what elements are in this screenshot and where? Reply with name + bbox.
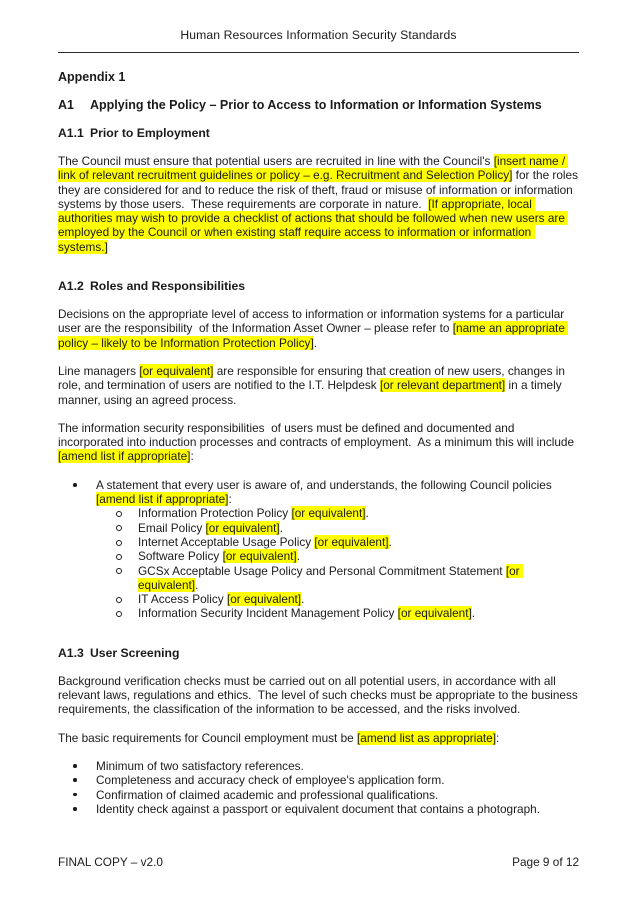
sub-bullet-item [58,564,579,593]
sub-bullet-item [58,535,579,549]
section-heading [58,70,579,85]
heading-title: Prior to Employment [90,126,210,140]
highlighted-placeholder: [amend list if appropriate] [96,492,229,507]
heading-number: A1 [58,98,74,112]
heading-title: User Screening [90,645,180,660]
section-heading [58,126,579,141]
heading-title: Roles and Responsibilities [90,279,246,294]
bullet-list [58,759,579,816]
text-run: . [365,506,369,521]
bullet-icon [73,793,77,797]
bullet-icon [73,764,77,768]
text-run: . [296,549,300,564]
list-item-text [138,592,304,606]
list-item-text [138,549,300,563]
text-run: Line managers [58,363,140,378]
text-run: . [471,606,476,621]
text-run: Decisions on the appropriate level of access to information or information systems for a particular user are the responsibility of the Information Asset Owner – please refer to [58,307,568,336]
page-header [58,28,579,53]
circle-icon [116,540,122,546]
bullet-item [58,759,579,773]
circle-icon [116,568,122,574]
highlighted-placeholder: [amend list as appropriate] [356,730,497,745]
heading-number: A1.1 [58,126,84,140]
text-run: . [195,577,199,592]
bullet-item [58,802,579,816]
section-heading [58,98,579,113]
text-run: Completeness and accuracy check of employee's application form. [96,773,445,788]
sub-bullet-item [58,549,579,563]
text-run: . [301,592,305,607]
text-run: Information Security Incident Management Policy [138,606,398,621]
text-run: Information Protection Policy [138,506,292,521]
list-item-text [96,478,555,506]
list-item-text [138,606,475,620]
footer-page-number: Page 9 of 12 [512,854,579,869]
footer-version-label: FINAL COPY – v2.0 [58,854,163,869]
bullet-list [58,478,579,621]
text-run: . [313,335,317,350]
page-footer [58,855,579,869]
text-run: Background verification checks must be carried out on all potential users, in accordance with all relevant laws, regulations and ethics. The level of such checks must be appropriate to the business requirements, the classification of the information to be accessed, and the risks involved. [58,673,582,717]
list-item-text [138,564,523,592]
bullet-icon [73,807,77,811]
paragraph [58,673,582,717]
paragraph [58,364,579,407]
bullet-item [58,773,579,787]
document-title: Human Resources Information Security Standards [180,28,457,42]
text-run: : [496,730,500,745]
heading-title: Applying the Policy – Prior to Access to Information or Information Systems [90,98,542,112]
text-run: . [279,520,283,535]
highlighted-placeholder: [amend list if appropriate] [58,449,191,464]
text-run: The basic requirements for Council employment must be [58,730,357,745]
paragraph [58,307,579,350]
circle-icon [116,525,122,531]
bullet-icon [73,778,77,782]
section-heading [58,279,579,294]
text-run: : [190,449,194,464]
list-item-text [96,788,438,802]
text-run: The Council must ensure that potential users are recruited in line with the Council's [58,154,494,168]
text-run: for the roles they are considered for and to reduce the risk of theft, fraud or misuse of information or information systems by those users. These requirements are corporate in nature. [58,168,582,211]
sub-bullet-item [58,506,579,520]
highlighted-placeholder: [or relevant department] [379,378,506,393]
bullet-item [58,478,579,507]
text-run: Confirmation of claimed academic and professional qualifications. [96,787,439,802]
highlighted-placeholder: [or equivalent] [226,592,302,607]
document-content [58,53,582,816]
heading-number: A1.3 [58,645,84,660]
list-item-text [96,773,444,787]
text-run: are responsible for ensuring that creation of new users, changes in role, and termination of users are notified to the I.T. Helpdesk [58,363,569,393]
section-heading [58,646,579,661]
bullet-icon [73,483,77,487]
highlighted-placeholder: [or equivalent] [205,520,280,535]
text-run: . [388,534,392,549]
highlighted-placeholder: [or equivalent] [397,606,472,621]
list-item-text [96,802,540,816]
text-run: GCSx Acceptable Usage Policy and Personal Commitment Statement [138,563,506,578]
sub-bullet-item [58,592,579,606]
heading-number: A1.2 [58,279,84,294]
text-run: Internet Acceptable Usage Policy [138,534,315,549]
text-run: Minimum of two satisfactory references. [96,758,304,773]
text-run: : [228,492,232,507]
highlighted-placeholder: [or equivalent] [138,563,523,592]
highlighted-placeholder: [If appropriate, local authorities may wish to provide a checklist of actions that should be followed when new users are employed by the Council or when existing staff require access to information or information systems.] [58,196,569,254]
text-run: IT Access Policy [138,592,227,607]
text-run: Email Policy [138,520,206,535]
heading-title: Appendix 1 [58,70,126,84]
list-item-text [96,759,304,773]
text-run: The information security responsibilities of users must be defined and documented and incorporated into induction processes and contracts of employment. As a minimum this will include [58,420,578,450]
highlighted-placeholder: [insert name / link of relevant recruitment guidelines or policy – e.g. Recruitment and Selection Policy] [58,154,569,183]
list-item-text [138,521,283,535]
list-item-text [138,506,369,520]
highlighted-placeholder: [name an appropriate policy – likely to be Information Protection Policy] [58,321,569,350]
sub-bullet-item [58,606,579,620]
highlighted-placeholder: [or equivalent] [222,549,297,564]
circle-icon [116,554,122,560]
paragraph [58,731,579,745]
text-run: Identity check against a passport or equivalent document that contains a photograph. [96,801,540,816]
highlighted-placeholder: [or equivalent] [139,363,214,378]
text-run: A statement that every user is aware of, and understands, the following Council policies [96,477,556,492]
list-item-text [138,535,392,549]
text-run: in a timely manner, using an agreed process. [58,378,565,407]
highlighted-placeholder: [or equivalent] [314,534,389,549]
paragraph [58,154,582,254]
paragraph [58,421,579,464]
circle-icon [116,597,122,603]
highlighted-placeholder: [or equivalent] [291,506,366,521]
sub-bullet-item [58,521,579,535]
circle-icon [116,611,122,617]
circle-icon [116,511,122,517]
bullet-item [58,788,579,802]
text-run: Software Policy [138,549,223,564]
